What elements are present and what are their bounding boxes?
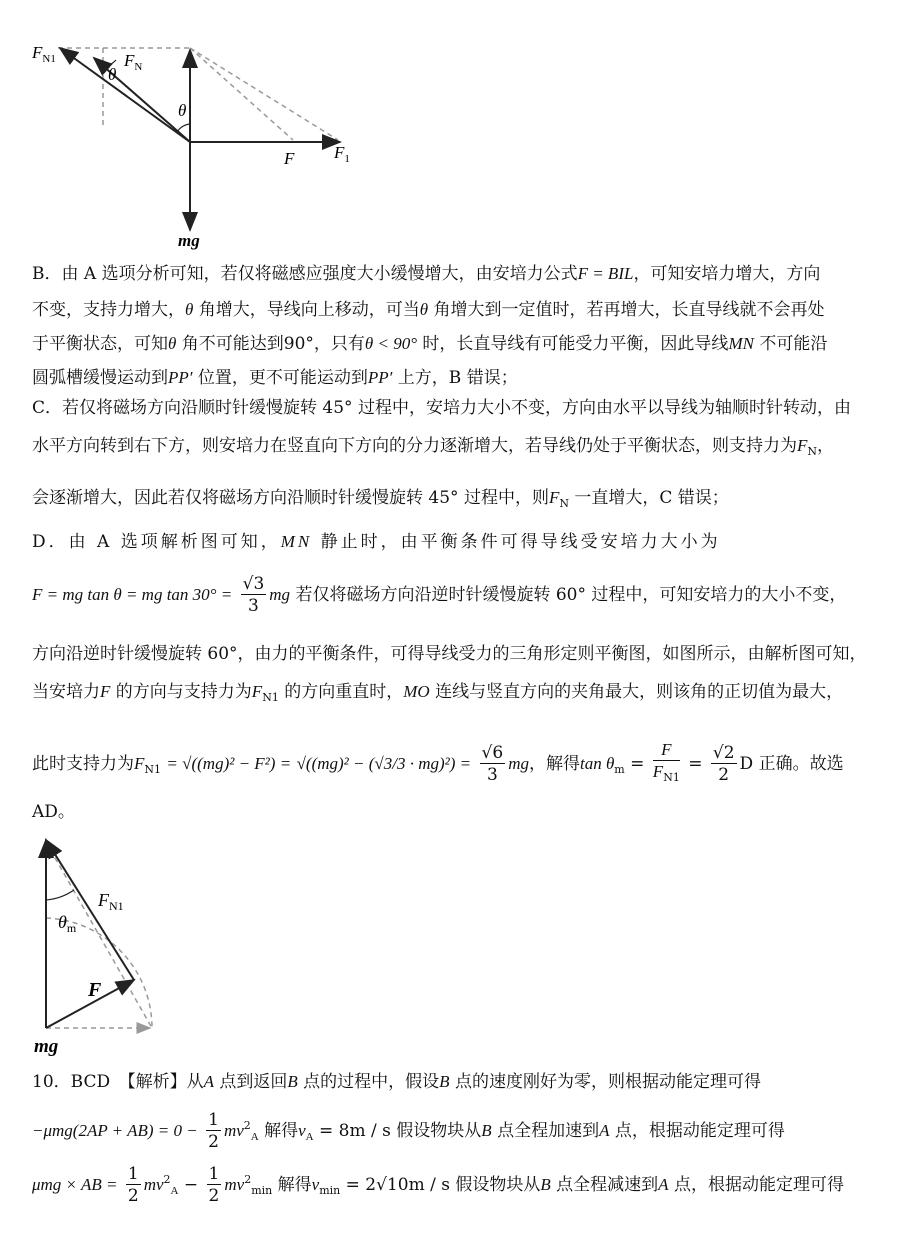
sqrt3-over-3: $\frac{√3}{3}$ — [242, 574, 265, 616]
para-d-line-4: 当安培力F 的方向与支持力为$F_{N1}$ 的方向重直时，MO 连线与竖直方向的夹角最大，则该角的正切值为最大， — [32, 682, 844, 704]
para-d-line-1: D．由 A 选项解析图可知，MN 静止时，由平衡条件可得导线受安培力大小为 — [32, 532, 721, 552]
para-d-line-5: 此时支持力为$F_{N1} = √((mg)^2 - F^2) = √((mg)^2 - (√3/3 \cdot mg)^2)$ = $\frac{√6}{3}$ mg，解得$\tan \theta_m$ = $\frac{F}{F_{N1}}$ = $\frac{√2}{2}$ D 正确。故选 — [32, 740, 844, 785]
theta-m-label: $\theta_m$ — [58, 912, 77, 935]
theta-label-1: θ — [108, 65, 117, 84]
q10-line-2: −μmg(2AP + AB) = 0 − $\frac{1}{2}$ $mv^2_A$ 解得$v_A = 8m / s$ 假设物块从B 点全程加速到A 点，根据动能定理可得 — [32, 1110, 785, 1152]
para-b-line-2: 不变，支持力增大，θ 角增大，导线向上移动，可当θ 角增大到一定值时，若再增大，长直导线就不会再处 — [32, 300, 825, 320]
f-label-2: F — [88, 979, 102, 1001]
q10-line-3: μmg × AB = $\frac{1}{2}$ $mv^2_A$ − $\frac{1}{2}$ $mv^2_{min}$ 解得$v_{min} = 2√10m / s$ 假设物块从B 点全程减速到A 点，根据动能定理可得 — [32, 1164, 844, 1206]
para-c-line-1: C．若仅将磁场方向沿顺时针缓慢旋转 45° 过程中，安培力大小不变，方向由水平以导线为轴顺时针转动，由 — [32, 398, 851, 418]
para-d-line-3: 方向沿逆时针缓慢旋转 60°，由力的平衡条件，可得导线受力的三角形定则平衡图，如图所示，由解析图可知， — [32, 644, 867, 664]
para-b-line-4: 圆弧槽缓慢运动到PP′ 位置，更不可能运动到PP′ 上方，B 错误； — [32, 368, 518, 388]
f-label: F — [284, 149, 295, 168]
q10-line-1: 10．BCD 【解析】从A 点到返回B 点的过程中，假设B 点的速度刚好为零，则根据动能定理可得 — [32, 1072, 761, 1092]
para-d-line-2: F = mg tan θ = mg tan 30° = $\frac{√3}{3}$ mg 若仅将磁场方向沿逆时针缓慢旋转 60° 过程中，可知安培力的大小不变， — [32, 574, 847, 616]
force-diagram-1 — [28, 36, 368, 251]
mg-label-2: mg — [34, 1036, 59, 1057]
fn1-label: $F_{N1}$ — [32, 43, 56, 65]
fn1-label-2: $F_{N1}$ — [98, 890, 124, 913]
para-b-line-3: 于平衡状态，可知θ 角不可能达到90°，只有θ < 90° 时，长直导线有可能受力平衡，因此导线MN 不可能沿 — [32, 334, 828, 354]
f1-label: $F_1$ — [334, 143, 350, 165]
theta-label-2: θ — [178, 101, 187, 120]
para-b-line-1: B．由 A 选项分析可知，若仅将磁感应强度大小缓慢增大，由安培力公式F = BIL，可知安培力增大，方向 — [32, 264, 821, 284]
para-d-line-6: AD。 — [32, 802, 75, 822]
para-c-line-3: 会逐渐增大，因此若仅将磁场方向沿顺时针缓慢旋转 45° 过程中，则$F_N$ 一直增大，C 错误； — [32, 488, 729, 510]
fn-label: $F_N$ — [124, 51, 143, 73]
mg-label: mg — [178, 231, 200, 250]
force-diagram-2 — [28, 828, 208, 1060]
para-c-line-2: 水平方向转到右下方，则安培力在竖直向下方向的分力逐渐增大，若导线仍处于平衡状态，则支持力为$F_N$， — [32, 436, 835, 458]
